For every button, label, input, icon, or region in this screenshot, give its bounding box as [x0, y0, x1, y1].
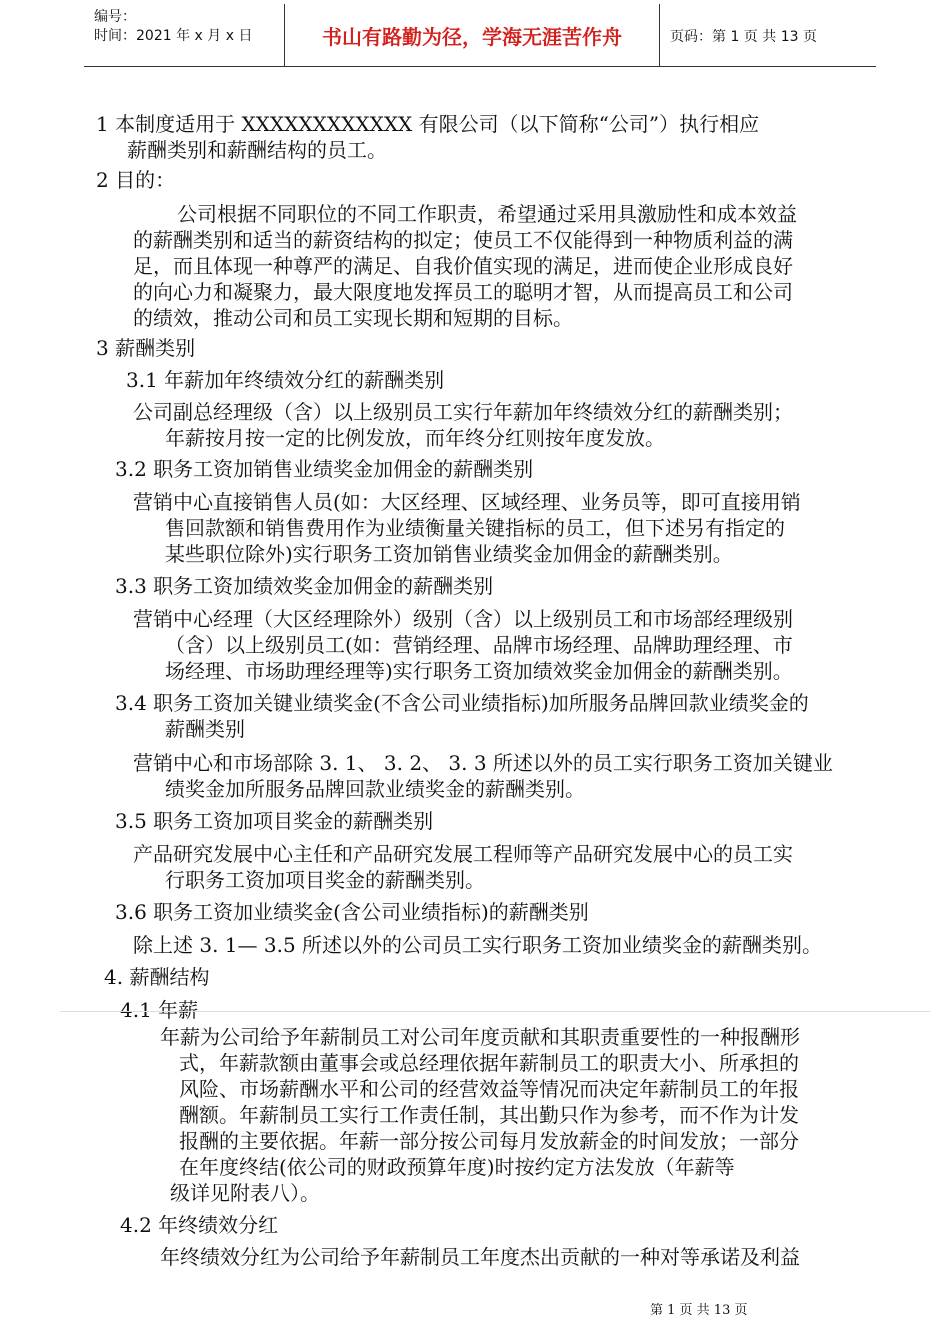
text-line: 的薪酬类别和适当的薪资结构的拟定；使员工不仅能得到一种物质利益的满 [133, 228, 793, 252]
subsection-heading: 3.3 职务工资加绩效奖金加佣金的薪酬类别 [115, 574, 494, 598]
text-line: 薪酬类别和薪酬结构的员工。 [127, 138, 387, 162]
section-heading: 2 目的： [96, 168, 176, 192]
section-heading: 4. 薪酬结构 [104, 965, 210, 989]
header-page-info: 页码：第 1 页 共 13 页 [670, 29, 817, 45]
date-label: 时间：2021 年 x 月 x 日 [94, 28, 253, 44]
header-motto: 书山有路勤为径，学海无涯苦作舟 [284, 4, 660, 66]
text-line: 报酬的主要依据。年薪一部分按公司每月发放薪金的时间发放；一部分 [179, 1129, 799, 1153]
subsection-heading: 3.6 职务工资加业绩奖金(含公司业绩指标)的薪酬类别 [115, 900, 589, 924]
subsection-heading: 薪酬类别 [165, 717, 245, 741]
text-line: 酬额。年薪制员工实行工作责任制，其出勤只作为参考，而不作为计发 [179, 1103, 799, 1127]
text-line: 在年度终结(依公司的财政预算年度)时按约定方法发放（年薪等 [179, 1155, 735, 1179]
text-line: 的向心力和凝聚力，最大限度地发挥员工的聪明才智，从而提高员工和公司 [133, 280, 793, 304]
subsection-heading: 4.2 年终绩效分红 [120, 1213, 279, 1237]
text-line: 年薪为公司给予年薪制员工对公司年度贡献和其职责重要性的一种报酬形 [160, 1025, 800, 1049]
text-line: 足，而且体现一种尊严的满足、自我价值实现的满足，进而使企业形成良好 [133, 254, 793, 278]
text-line: 年薪按月按一定的比例发放，而年终分红则按年度发放。 [165, 426, 665, 450]
text-line: 式，年薪款额由董事会或总经理依据年薪制员工的职责大小、所承担的 [179, 1051, 799, 1075]
text-line: 公司根据不同职位的不同工作职责，希望通过采用具激励性和成本效益 [177, 202, 797, 226]
section-heading: 3 薪酬类别 [96, 336, 196, 360]
text-line: 营销中心经理（大区经理除外）级别（含）以上级别员工和市场部经理级别 [133, 607, 793, 631]
text-line: 年终绩效分红为公司给予年薪制员工年度杰出贡献的一种对等承诺及利益 [160, 1245, 800, 1269]
text-line: 级详见附表八）。 [170, 1181, 320, 1205]
subsection-heading: 3.2 职务工资加销售业绩奖金加佣金的薪酬类别 [115, 457, 534, 481]
text-line: 风险、市场薪酬水平和公司的经营效益等情况而决定年薪制员工的年报 [179, 1077, 799, 1101]
text-line: 营销中心直接销售人员(如：大区经理、区域经理、业务员等，即可直接用销 [133, 490, 801, 514]
text-line: 营销中心和市场部除 3. 1、 3. 2、 3. 3 所述以外的员工实行职务工资加关键业 [133, 751, 833, 775]
serial-label: 编号： [94, 9, 136, 25]
text-line: 某些职位除外)实行职务工资加销售业绩奖金加佣金的薪酬类别。 [165, 542, 733, 566]
text-line: 行职务工资加项目奖金的薪酬类别。 [165, 868, 485, 892]
header-left [94, 8, 252, 46]
text-line: 产品研究发展中心主任和产品研究发展工程师等产品研究发展中心的员工实 [133, 842, 793, 866]
text-line: 公司副总经理级（含）以上级别员工实行年薪加年终绩效分红的薪酬类别； [133, 400, 793, 424]
page-footer: 第 1 页 共 13 页 [650, 1303, 748, 1318]
subsection-heading: 3.1 年薪加年终绩效分红的薪酬类别 [126, 368, 445, 392]
text-line: 绩奖金加所服务品牌回款业绩奖金的薪酬类别。 [165, 777, 585, 801]
subsection-heading: 4.1 年薪 [120, 998, 199, 1022]
text-line: 除上述 3. 1— 3.5 所述以外的公司员工实行职务工资加业绩奖金的薪酬类别。 [133, 933, 823, 957]
text-line: 1 本制度适用于 XXXXXXXXXXXX 有限公司（以下简称“公司”）执行相应 [96, 112, 760, 136]
text-line: 的绩效，推动公司和员工实现长期和短期的目标。 [133, 306, 573, 330]
text-line: 场经理、市场助理经理等)实行职务工资加绩效奖金加佣金的薪酬类别。 [165, 659, 793, 683]
text-line: 售回款额和销售费用作为业绩衡量关键指标的员工，但下述另有指定的 [165, 516, 785, 540]
page-header [84, 4, 876, 67]
subsection-heading: 3.4 职务工资加关键业绩奖金(不含公司业绩指标)加所服务品牌回款业绩奖金的 [115, 691, 809, 715]
divider [60, 1011, 930, 1012]
subsection-heading: 3.5 职务工资加项目奖金的薪酬类别 [115, 809, 434, 833]
text-line: （含）以上级别员工(如：营销经理、品牌市场经理、品牌助理经理、市 [165, 633, 793, 657]
